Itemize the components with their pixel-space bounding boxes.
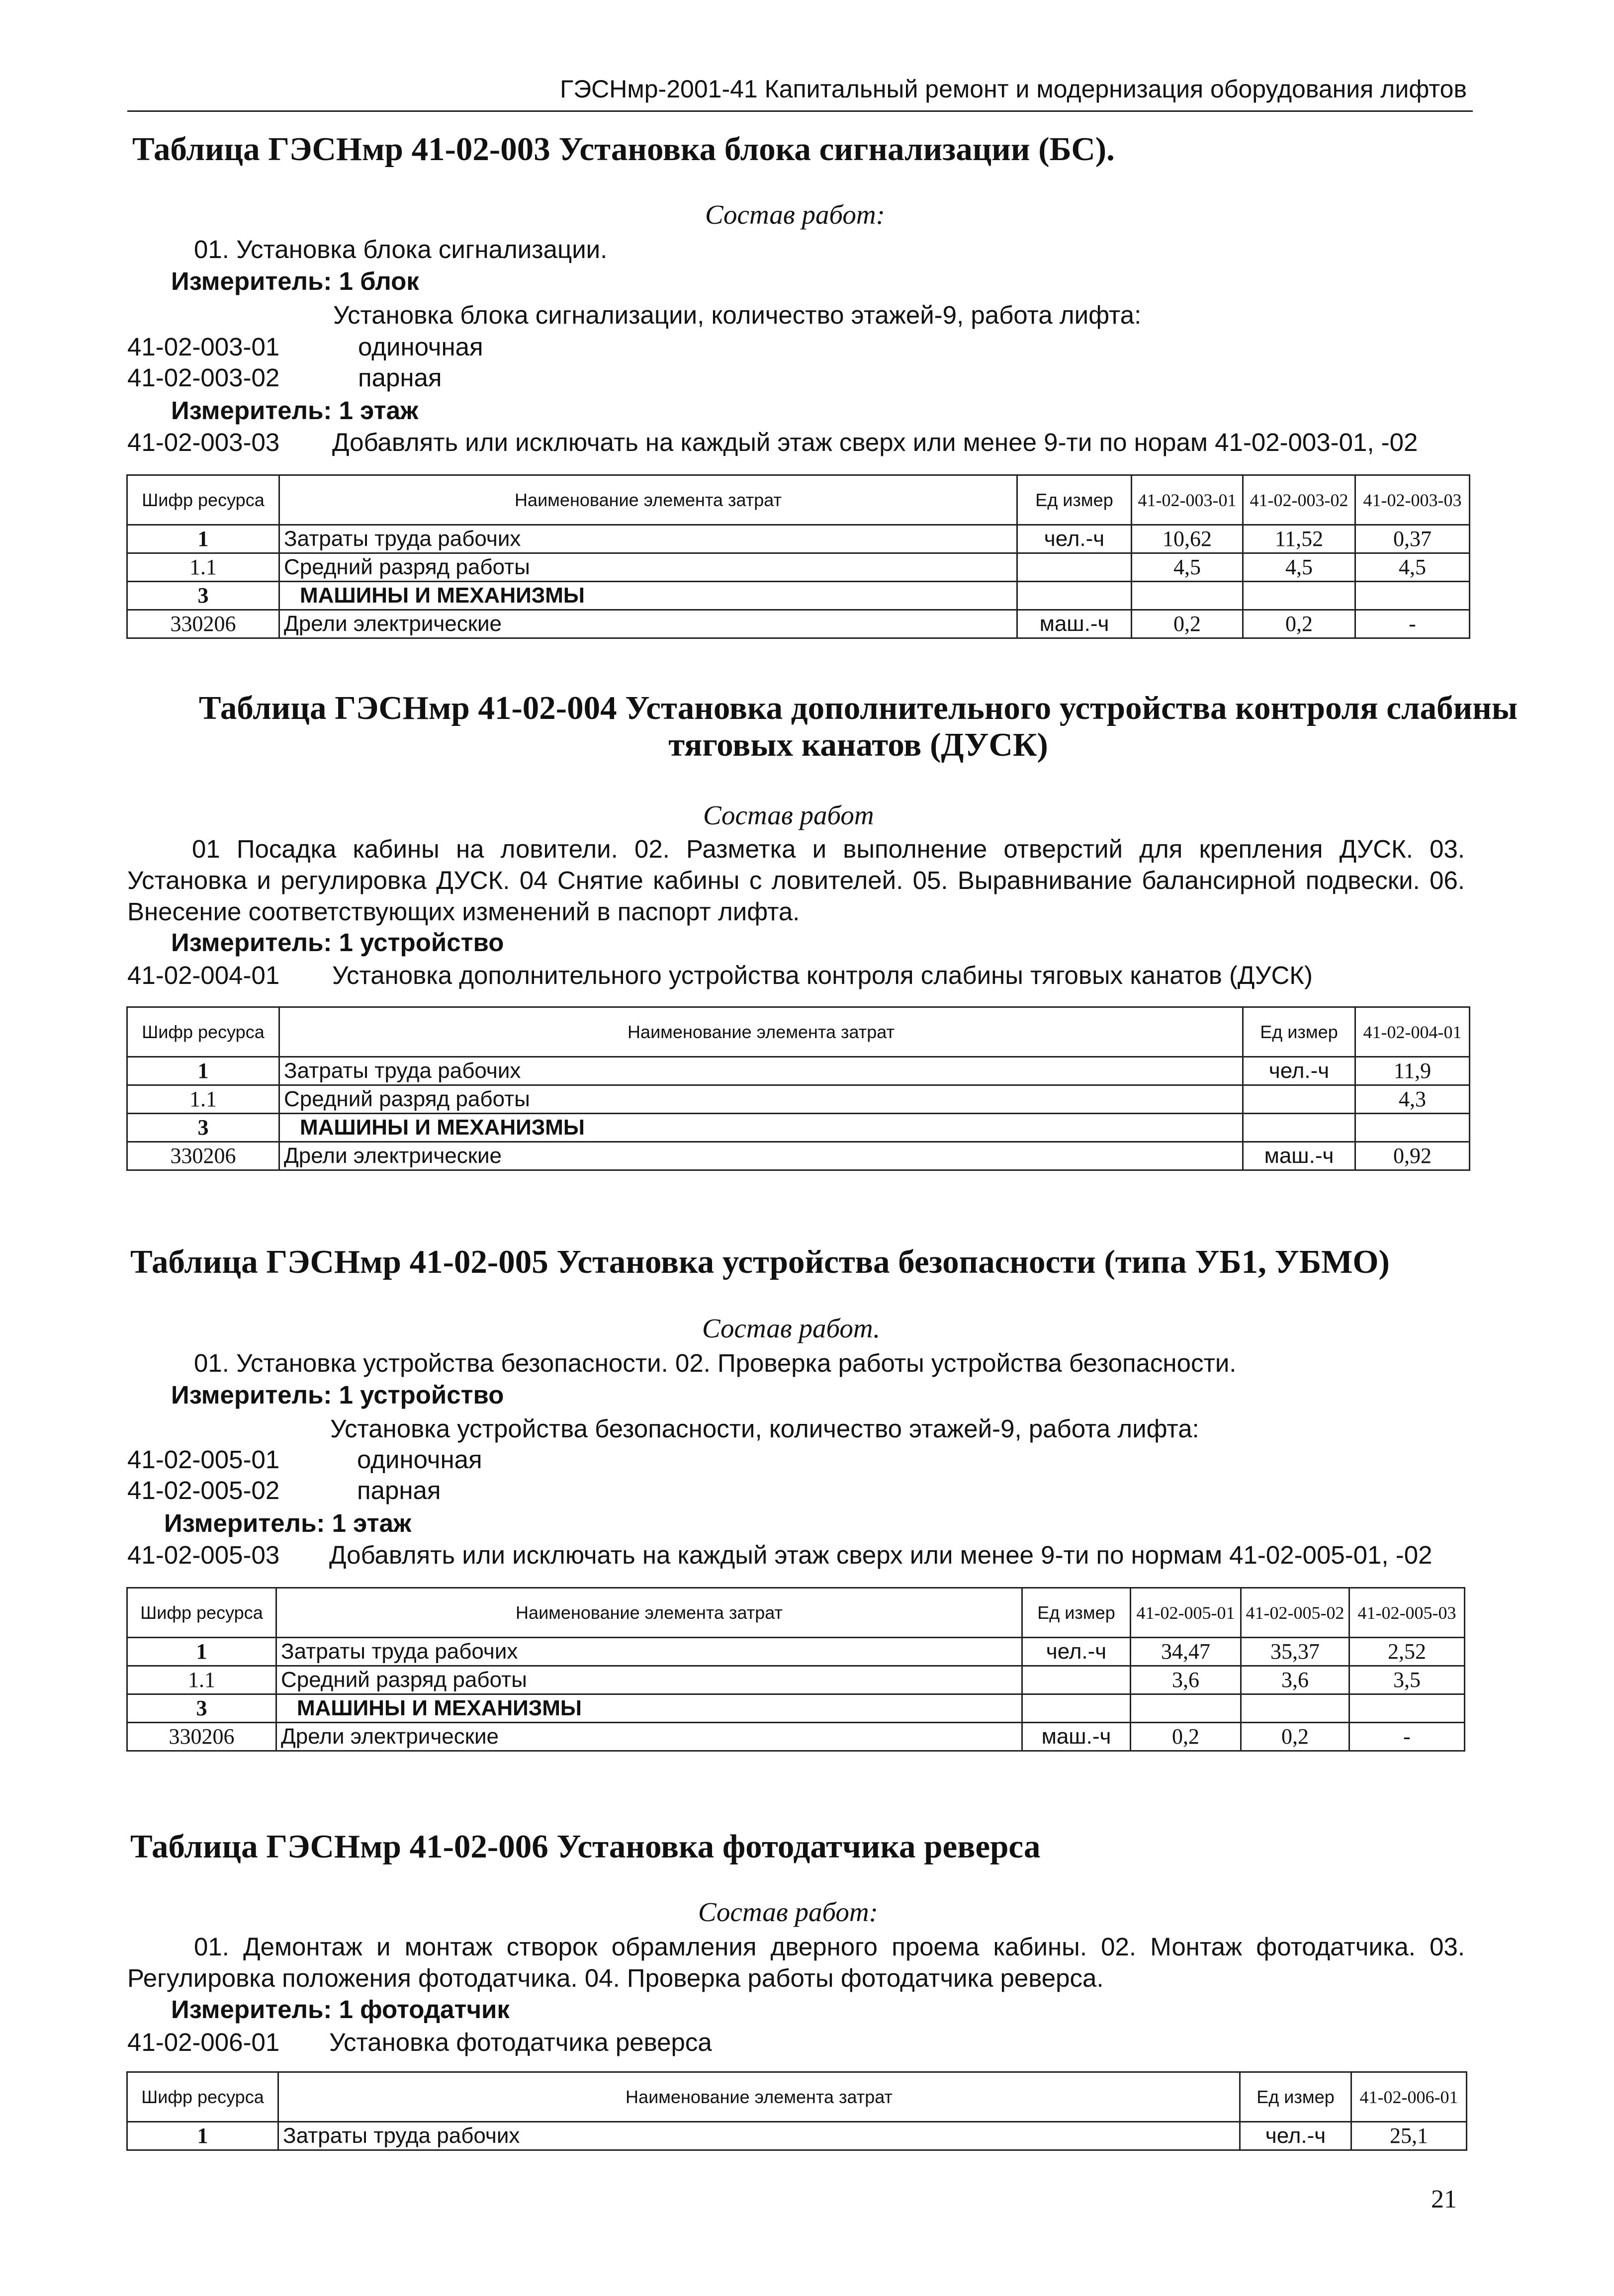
cell: 1 xyxy=(127,1638,276,1666)
cell: 4,5 xyxy=(1243,553,1355,582)
table-003-item-1-text: одиночная xyxy=(358,333,483,361)
cell: 3,6 xyxy=(1241,1666,1349,1694)
cell: 3 xyxy=(127,582,279,610)
table-006-works: 01. Демонтаж и монтаж створок обрамления дверного проема кабины. 02. Монтаж фотодатчика. 03. Регулировка положения фотодатчика. 04. Проверка работы фотодатчика реверса. xyxy=(127,1933,1465,1992)
table-006-meter-1: Измеритель: 1 фотодатчик xyxy=(171,1995,510,2024)
table-row xyxy=(127,1638,1465,1666)
cell: 0,37 xyxy=(1355,525,1470,553)
cell: Дрели электрические xyxy=(276,1723,1022,1751)
header-cell: Шифр ресурса xyxy=(127,1588,276,1638)
table-004-sostav: Состав работ xyxy=(703,800,874,830)
cell: - xyxy=(1349,1723,1465,1751)
cell: чел.-ч xyxy=(1240,2122,1351,2150)
header-cell: Ед измер xyxy=(1022,1588,1131,1638)
table-row xyxy=(127,1007,1470,1057)
table-005-title: Таблица ГЭСНмр 41-02-005 Установка устройства безопасности (типа УБ1, УБМО) xyxy=(130,1243,1390,1280)
table-row xyxy=(127,475,1470,525)
running-header: ГЭСНмр-2001-41 Капитальный ремонт и модернизация оборудования лифтов xyxy=(560,75,1467,103)
cell: 3,6 xyxy=(1131,1666,1241,1694)
cell: 1 xyxy=(127,525,279,553)
table-006-title: Таблица ГЭСНмр 41-02-006 Установка фотодатчика реверса xyxy=(130,1828,1041,1865)
table-row xyxy=(127,1666,1465,1694)
cell: чел.-ч xyxy=(1022,1638,1131,1666)
cell xyxy=(1017,553,1132,582)
table-004-extra-code: 41-02-004-01 xyxy=(127,961,280,989)
header-cell: Шифр ресурса xyxy=(127,2072,278,2122)
table-006-extra-code: 41-02-006-01 xyxy=(127,2028,280,2056)
header-cell: 41-02-006-01 xyxy=(1351,2072,1467,2122)
cell xyxy=(1132,582,1243,610)
cell: Затраты труда рабочих xyxy=(278,2122,1240,2150)
cell: 2,52 xyxy=(1349,1638,1465,1666)
cell: Затраты труда рабочих xyxy=(279,1057,1243,1085)
cell: 1 xyxy=(127,2122,278,2150)
cell: МАШИНЫ И МЕХАНИЗМЫ xyxy=(279,582,1017,610)
table-003-item-2-text: парная xyxy=(358,363,442,392)
table-row xyxy=(127,2072,1467,2122)
cell: Средний разряд работы xyxy=(279,1085,1243,1114)
cell: 3,5 xyxy=(1349,1666,1465,1694)
table-row xyxy=(127,1114,1470,1142)
cell: Дрели электрические xyxy=(279,610,1017,638)
cell: 34,47 xyxy=(1131,1638,1241,1666)
cell xyxy=(1355,582,1470,610)
cell: 0,2 xyxy=(1131,1723,1241,1751)
table-003-item-2-code: 41-02-003-02 xyxy=(127,363,280,392)
table-row xyxy=(127,553,1470,582)
table-005-works: 01. Установка устройства безопасности. 02. Проверка работы устройства безопасности. xyxy=(194,1349,1237,1377)
cell: Средний разряд работы xyxy=(276,1666,1022,1694)
cell: 4,5 xyxy=(1355,553,1470,582)
cell: 330206 xyxy=(127,1723,276,1751)
cell: 3 xyxy=(127,1694,276,1723)
cell: Средний разряд работы xyxy=(279,553,1017,582)
table-005-meter-2: Измеритель: 1 этаж xyxy=(164,1509,412,1537)
table-004-extra-text: Установка дополнительного устройства контроля слабины тяговых канатов (ДУСК) xyxy=(332,961,1313,989)
cell: 0,2 xyxy=(1132,610,1243,638)
table-row xyxy=(127,1085,1470,1114)
table-005-sostav: Состав работ. xyxy=(702,1313,881,1343)
cell: чел.-ч xyxy=(1017,525,1132,553)
cell xyxy=(1349,1694,1465,1723)
header-cell: Наименование элемента затрат xyxy=(279,1007,1243,1057)
table-006-sostav: Состав работ: xyxy=(698,1897,878,1927)
cell: 330206 xyxy=(127,1142,279,1170)
cell: 3 xyxy=(127,1114,279,1142)
cell xyxy=(1241,1694,1349,1723)
table-row xyxy=(127,1057,1470,1085)
cell: чел.-ч xyxy=(1243,1057,1355,1085)
cell xyxy=(1022,1694,1131,1723)
table-004-meter-1: Измеритель: 1 устройство xyxy=(171,928,504,957)
table-row xyxy=(127,1694,1465,1723)
header-cell: 41-02-005-02 xyxy=(1241,1588,1349,1638)
header-cell: Ед измер xyxy=(1240,2072,1351,2122)
header-cell: 41-02-004-01 xyxy=(1355,1007,1470,1057)
table-row xyxy=(127,1588,1465,1638)
cell xyxy=(1355,1114,1470,1142)
table-004-title-line-1: Таблица ГЭСНмр 41-02-004 Установка дополнительного устройства контроля слабины xyxy=(198,690,1518,726)
header-cell: Шифр ресурса xyxy=(127,1007,279,1057)
header-cell: Наименование элемента затрат xyxy=(279,475,1017,525)
cell: маш.-ч xyxy=(1017,610,1132,638)
cell: 1 xyxy=(127,1057,279,1085)
header-cell: 41-02-003-01 xyxy=(1132,475,1243,525)
header-cell: Ед измер xyxy=(1017,475,1132,525)
cell: 35,37 xyxy=(1241,1638,1349,1666)
table-005-extra-code: 41-02-005-03 xyxy=(127,1541,280,1569)
table-003-works: 01. Установка блока сигнализации. xyxy=(194,235,608,264)
header-rule xyxy=(127,110,1473,112)
cell: маш.-ч xyxy=(1022,1723,1131,1751)
cell: 11,52 xyxy=(1243,525,1355,553)
cell: 0,2 xyxy=(1243,610,1355,638)
table-003-grid xyxy=(126,474,1470,639)
table-005-item-1-code: 41-02-005-01 xyxy=(127,1445,280,1474)
header-cell: 41-02-005-01 xyxy=(1131,1588,1241,1638)
table-005-extra-text: Добавлять или исключать на каждый этаж сверх или менее 9-ти по нормам 41-02-005-01, -02 xyxy=(329,1541,1433,1569)
cell: МАШИНЫ И МЕХАНИЗМЫ xyxy=(276,1694,1022,1723)
cell: 10,62 xyxy=(1132,525,1243,553)
table-005-item-1-text: одиночная xyxy=(357,1445,482,1474)
cell: маш.-ч xyxy=(1243,1142,1355,1170)
table-003-title: Таблица ГЭСНмр 41-02-003 Установка блока сигнализации (БС). xyxy=(132,131,1115,168)
cell: - xyxy=(1355,610,1470,638)
table-003-meter-1: Измеритель: 1 блок xyxy=(171,267,419,295)
cell xyxy=(1243,582,1355,610)
header-cell: Шифр ресурса xyxy=(127,475,279,525)
cell: 11,9 xyxy=(1355,1057,1470,1085)
table-004-works: 01 Посадка кабины на ловители. 02. Разметка и выполнение отверстий для крепления ДУСК. 03. Установка и регулировка ДУСК. 04 Снятие кабины с ловителей. 05. Выравнивание балансирной подвески. 06. Внесение соответствующих изменений в паспорт лифта. xyxy=(127,835,1465,926)
cell: 0,92 xyxy=(1355,1142,1470,1170)
cell: 4,5 xyxy=(1132,553,1243,582)
cell: 1.1 xyxy=(127,1085,279,1114)
table-005-item-2-text: парная xyxy=(357,1476,441,1504)
table-row xyxy=(127,525,1470,553)
cell: 0,2 xyxy=(1241,1723,1349,1751)
table-row xyxy=(127,2122,1467,2150)
table-003-item-1-code: 41-02-003-01 xyxy=(127,333,280,361)
cell: МАШИНЫ И МЕХАНИЗМЫ xyxy=(279,1114,1243,1142)
cell: 1.1 xyxy=(127,1666,276,1694)
table-003-extra-code: 41-02-003-03 xyxy=(127,428,280,456)
cell xyxy=(1022,1666,1131,1694)
table-003-sostav: Состав работ: xyxy=(705,199,885,230)
page-number: 21 xyxy=(1431,2185,1457,2213)
table-004-grid xyxy=(126,1006,1470,1171)
table-004-title-line-2: тяговых канатов (ДУСК) xyxy=(668,726,1048,763)
table-row xyxy=(127,610,1470,638)
table-005-meter-1: Измеритель: 1 устройство xyxy=(171,1381,504,1409)
cell: 330206 xyxy=(127,610,279,638)
cell xyxy=(1131,1694,1241,1723)
header-cell: 41-02-003-03 xyxy=(1355,475,1470,525)
table-006-grid xyxy=(126,2071,1467,2151)
table-row xyxy=(127,582,1470,610)
cell: 25,1 xyxy=(1351,2122,1467,2150)
header-cell: 41-02-005-03 xyxy=(1349,1588,1465,1638)
header-cell: Наименование элемента затрат xyxy=(278,2072,1240,2122)
table-005-sublabel: Установка устройства безопасности, количество этажей-9, работа лифта: xyxy=(330,1414,1199,1443)
table-006-extra-text: Установка фотодатчика реверса xyxy=(329,2028,712,2056)
table-003-meter-2: Измеритель: 1 этаж xyxy=(171,396,419,425)
cell xyxy=(1243,1085,1355,1114)
table-row xyxy=(127,1142,1470,1170)
table-003-extra-text: Добавлять или исключать на каждый этаж сверх или менее 9-ти по норам 41-02-003-01, -02 xyxy=(332,428,1418,456)
cell: 1.1 xyxy=(127,553,279,582)
cell: Затраты труда рабочих xyxy=(276,1638,1022,1666)
table-row xyxy=(127,1723,1465,1751)
table-005-item-2-code: 41-02-005-02 xyxy=(127,1476,280,1504)
table-005-grid xyxy=(126,1587,1465,1752)
header-cell: Наименование элемента затрат xyxy=(276,1588,1022,1638)
cell: Затраты труда рабочих xyxy=(279,525,1017,553)
header-cell: 41-02-003-02 xyxy=(1243,475,1355,525)
cell xyxy=(1017,582,1132,610)
cell: 4,3 xyxy=(1355,1085,1470,1114)
header-cell: Ед измер xyxy=(1243,1007,1355,1057)
table-003-sublabel: Установка блока сигнализации, количество этажей-9, работа лифта: xyxy=(333,301,1142,329)
cell xyxy=(1243,1114,1355,1142)
cell: Дрели электрические xyxy=(279,1142,1243,1170)
